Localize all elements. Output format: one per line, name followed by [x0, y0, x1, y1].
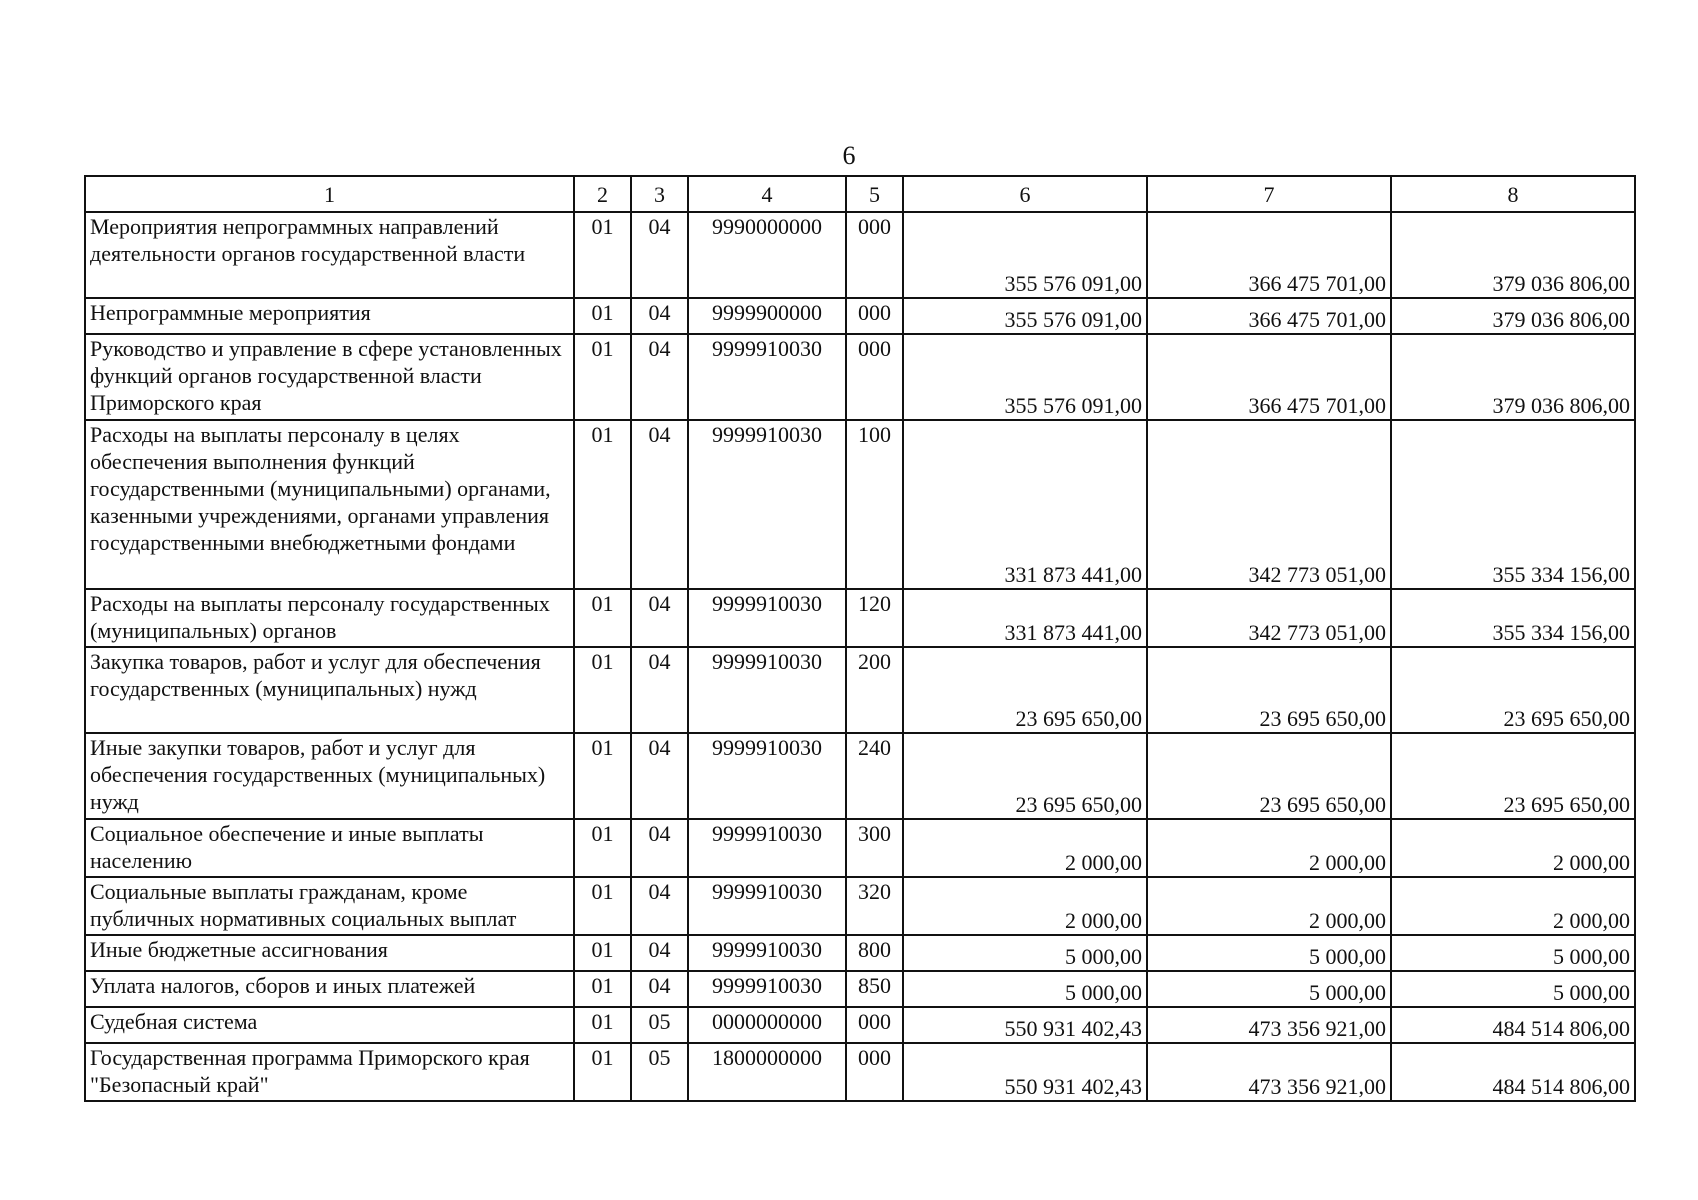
target-article-code: 9990000000 [688, 212, 846, 298]
expense-type-code: 000 [846, 1007, 903, 1043]
target-article-code: 9999910030 [688, 647, 846, 733]
amount-col7: 5 000,00 [1147, 935, 1391, 971]
table-row [85, 935, 1635, 971]
amount-col6: 23 695 650,00 [903, 647, 1147, 733]
row-name: Социальные выплаты гражданам, кроме публичных нормативных социальных выплат [85, 877, 574, 935]
table-row [85, 733, 1635, 819]
amount-col8: 355 334 156,00 [1391, 589, 1635, 647]
section-code: 01 [574, 935, 631, 971]
section-code: 01 [574, 298, 631, 334]
amount-col7: 23 695 650,00 [1147, 733, 1391, 819]
page-number: 6 [842, 141, 856, 170]
subsection-code: 05 [631, 1043, 688, 1101]
amount-col7: 366 475 701,00 [1147, 334, 1391, 420]
expense-type-code: 000 [846, 334, 903, 420]
column-header: 8 [1391, 176, 1635, 212]
amount-col6: 331 873 441,00 [903, 589, 1147, 647]
amount-col7: 366 475 701,00 [1147, 212, 1391, 298]
section-code: 01 [574, 1007, 631, 1043]
target-article-code: 9999900000 [688, 298, 846, 334]
section-code: 01 [574, 877, 631, 935]
target-article-code: 9999910030 [688, 877, 846, 935]
column-header: 4 [688, 176, 846, 212]
target-article-code: 0000000000 [688, 1007, 846, 1043]
column-header: 3 [631, 176, 688, 212]
amount-col7: 5 000,00 [1147, 971, 1391, 1007]
target-article-code: 9999910030 [688, 334, 846, 420]
table-row [85, 420, 1635, 589]
subsection-code: 04 [631, 212, 688, 298]
subsection-code: 04 [631, 733, 688, 819]
expense-type-code: 850 [846, 971, 903, 1007]
row-name: Мероприятия непрограммных направлений деятельности органов государственной власти [85, 212, 574, 298]
subsection-code: 04 [631, 819, 688, 877]
amount-col8: 484 514 806,00 [1391, 1043, 1635, 1101]
section-code: 01 [574, 971, 631, 1007]
amount-col8: 2 000,00 [1391, 819, 1635, 877]
amount-col8: 5 000,00 [1391, 971, 1635, 1007]
table-row [85, 877, 1635, 935]
target-article-code: 1800000000 [688, 1043, 846, 1101]
row-name: Непрограммные мероприятия [85, 298, 574, 334]
row-name: Уплата налогов, сборов и иных платежей [85, 971, 574, 1007]
amount-col7: 2 000,00 [1147, 819, 1391, 877]
target-article-code: 9999910030 [688, 420, 846, 589]
subsection-code: 04 [631, 877, 688, 935]
table-row [85, 971, 1635, 1007]
subsection-code: 04 [631, 935, 688, 971]
section-code: 01 [574, 334, 631, 420]
row-name: Закупка товаров, работ и услуг для обеспечения государственных (муниципальных) нужд [85, 647, 574, 733]
table-row [85, 819, 1635, 877]
subsection-code: 05 [631, 1007, 688, 1043]
target-article-code: 9999910030 [688, 589, 846, 647]
amount-col8: 23 695 650,00 [1391, 733, 1635, 819]
table-row [85, 1043, 1635, 1101]
column-header: 1 [85, 176, 574, 212]
amount-col6: 23 695 650,00 [903, 733, 1147, 819]
column-header: 7 [1147, 176, 1391, 212]
amount-col8: 379 036 806,00 [1391, 334, 1635, 420]
row-name: Социальное обеспечение и иные выплаты населению [85, 819, 574, 877]
amount-col6: 355 576 091,00 [903, 212, 1147, 298]
subsection-code: 04 [631, 334, 688, 420]
row-name: Руководство и управление в сфере установленных функций органов государственной власти Приморского края [85, 334, 574, 420]
row-name: Судебная система [85, 1007, 574, 1043]
amount-col6: 355 576 091,00 [903, 334, 1147, 420]
row-name: Государственная программа Приморского края "Безопасный край" [85, 1043, 574, 1101]
section-code: 01 [574, 420, 631, 589]
target-article-code: 9999910030 [688, 819, 846, 877]
table-row [85, 298, 1635, 334]
row-name: Расходы на выплаты персоналу государственных (муниципальных) органов [85, 589, 574, 647]
expense-type-code: 000 [846, 298, 903, 334]
row-name: Иные закупки товаров, работ и услуг для обеспечения государственных (муниципальных) нужд [85, 733, 574, 819]
amount-col6: 550 931 402,43 [903, 1007, 1147, 1043]
expense-type-code: 300 [846, 819, 903, 877]
expense-type-code: 000 [846, 1043, 903, 1101]
row-name: Расходы на выплаты персоналу в целях обеспечения выполнения функций государственными (муниципальными) органами, казенными учреждениями, органами управления государственными внебюджетными фондами [85, 420, 574, 589]
amount-col6: 355 576 091,00 [903, 298, 1147, 334]
table-row [85, 647, 1635, 733]
amount-col6: 5 000,00 [903, 935, 1147, 971]
amount-col6: 331 873 441,00 [903, 420, 1147, 589]
amount-col6: 2 000,00 [903, 877, 1147, 935]
section-code: 01 [574, 1043, 631, 1101]
amount-col7: 366 475 701,00 [1147, 298, 1391, 334]
subsection-code: 04 [631, 647, 688, 733]
amount-col8: 484 514 806,00 [1391, 1007, 1635, 1043]
column-header: 6 [903, 176, 1147, 212]
amount-col7: 342 773 051,00 [1147, 589, 1391, 647]
expense-type-code: 320 [846, 877, 903, 935]
section-code: 01 [574, 819, 631, 877]
table-row [85, 334, 1635, 420]
amount-col8: 23 695 650,00 [1391, 647, 1635, 733]
subsection-code: 04 [631, 589, 688, 647]
table-row [85, 589, 1635, 647]
header-row [85, 176, 1635, 212]
expense-type-code: 800 [846, 935, 903, 971]
column-header: 2 [574, 176, 631, 212]
expense-type-code: 240 [846, 733, 903, 819]
amount-col7: 342 773 051,00 [1147, 420, 1391, 589]
amount-col6: 2 000,00 [903, 819, 1147, 877]
amount-col7: 473 356 921,00 [1147, 1007, 1391, 1043]
subsection-code: 04 [631, 971, 688, 1007]
amount-col7: 2 000,00 [1147, 877, 1391, 935]
expense-type-code: 100 [846, 420, 903, 589]
amount-col8: 379 036 806,00 [1391, 212, 1635, 298]
section-code: 01 [574, 647, 631, 733]
budget-table [84, 175, 1636, 1102]
subsection-code: 04 [631, 420, 688, 589]
target-article-code: 9999910030 [688, 935, 846, 971]
section-code: 01 [574, 733, 631, 819]
amount-col7: 23 695 650,00 [1147, 647, 1391, 733]
column-header: 5 [846, 176, 903, 212]
expense-type-code: 000 [846, 212, 903, 298]
amount-col8: 2 000,00 [1391, 877, 1635, 935]
amount-col6: 550 931 402,43 [903, 1043, 1147, 1101]
amount-col8: 5 000,00 [1391, 935, 1635, 971]
section-code: 01 [574, 212, 631, 298]
subsection-code: 04 [631, 298, 688, 334]
amount-col6: 5 000,00 [903, 971, 1147, 1007]
table-row [85, 212, 1635, 298]
expense-type-code: 200 [846, 647, 903, 733]
table-row [85, 1007, 1635, 1043]
row-name: Иные бюджетные ассигнования [85, 935, 574, 971]
section-code: 01 [574, 589, 631, 647]
target-article-code: 9999910030 [688, 733, 846, 819]
amount-col7: 473 356 921,00 [1147, 1043, 1391, 1101]
target-article-code: 9999910030 [688, 971, 846, 1007]
amount-col8: 355 334 156,00 [1391, 420, 1635, 589]
expense-type-code: 120 [846, 589, 903, 647]
amount-col8: 379 036 806,00 [1391, 298, 1635, 334]
